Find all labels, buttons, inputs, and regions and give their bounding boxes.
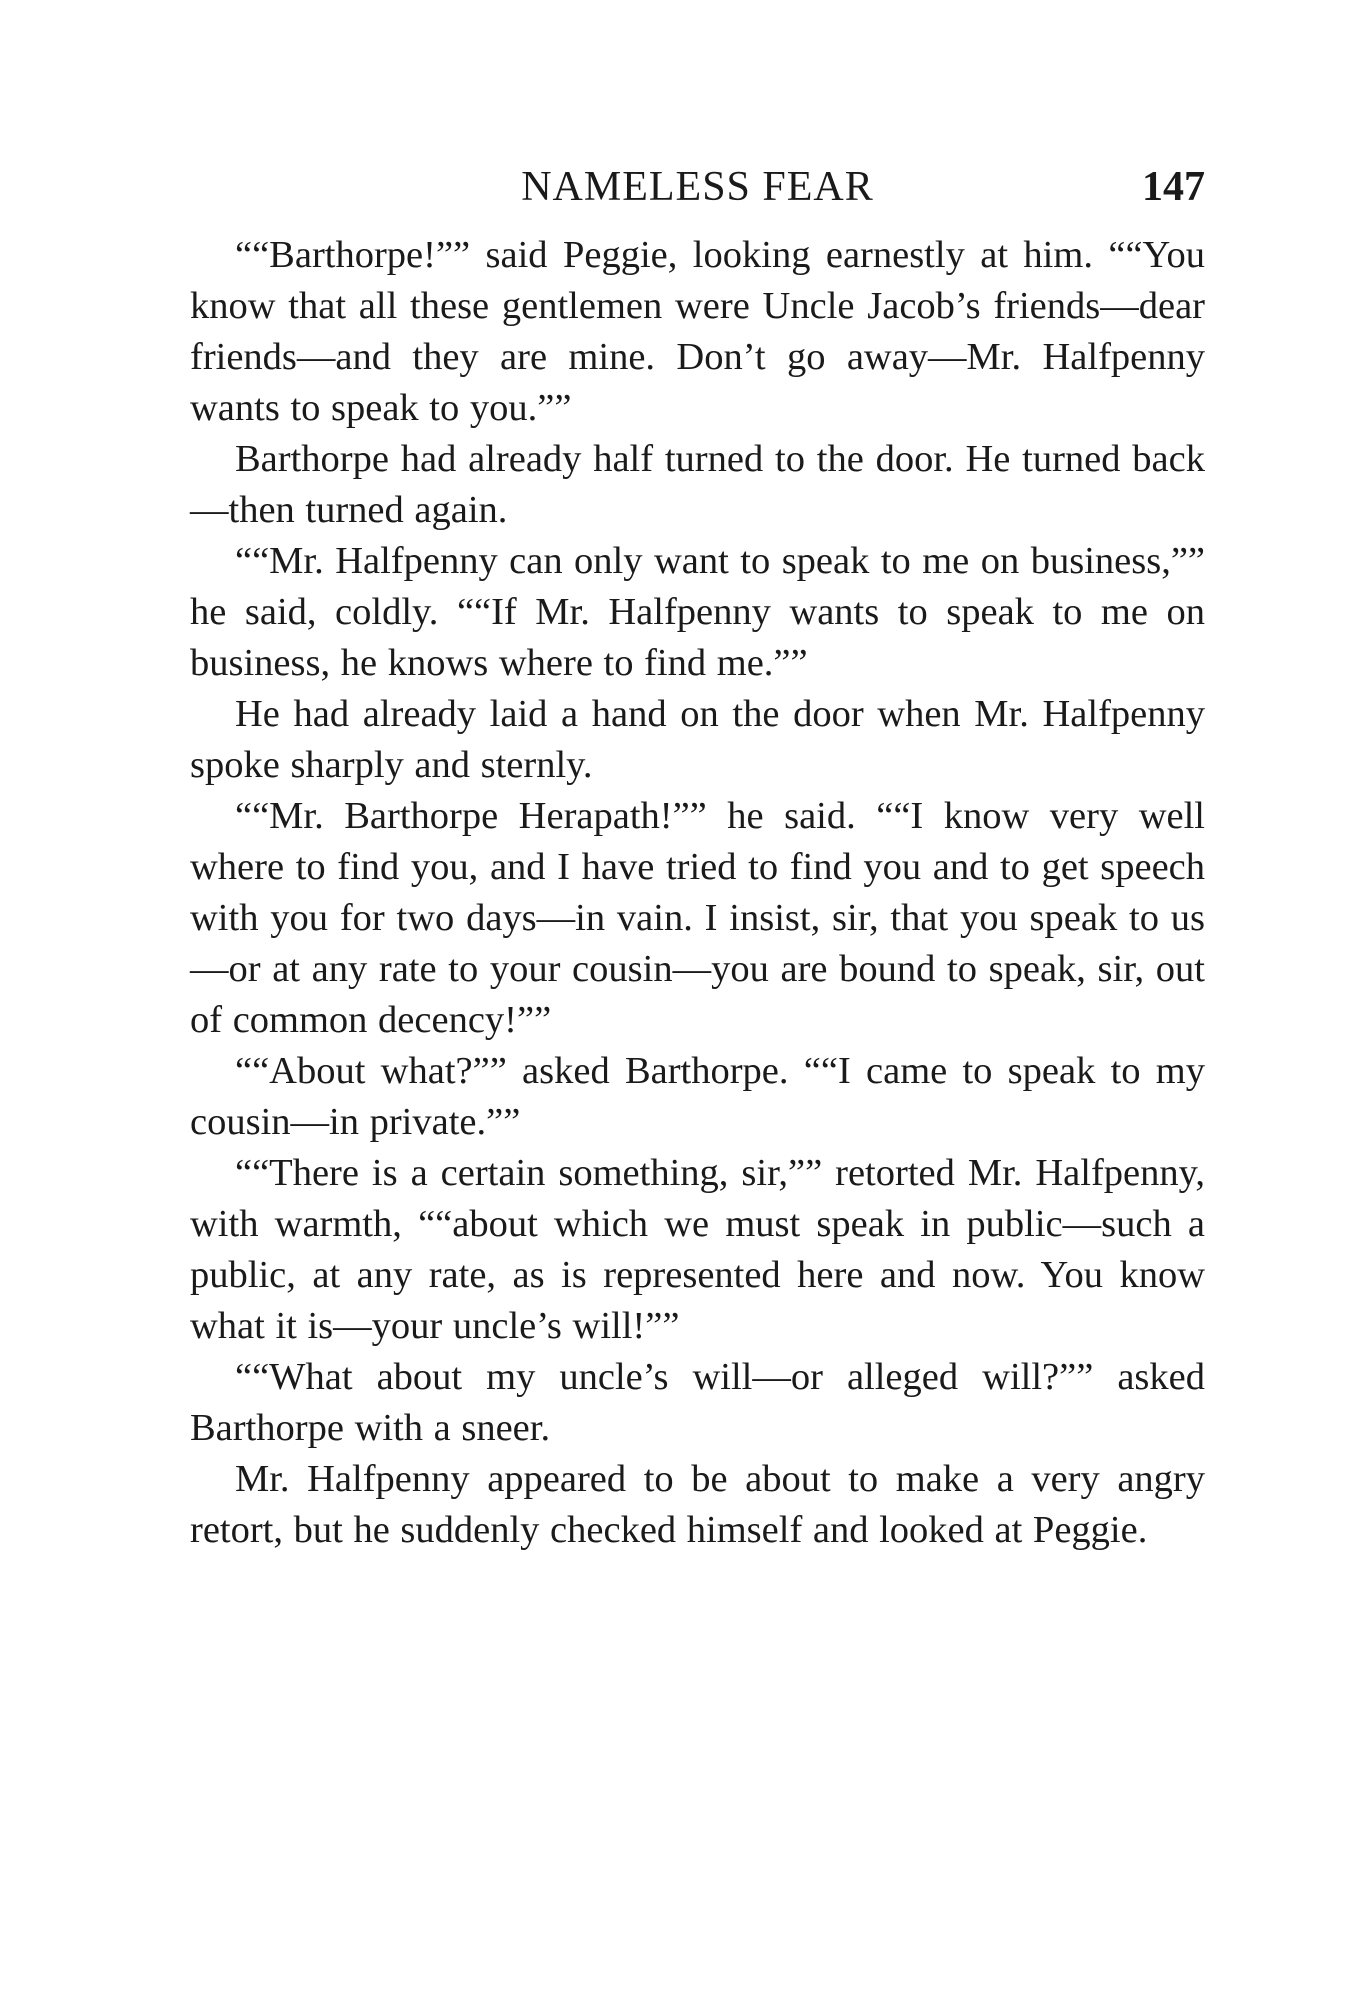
paragraph: ““Mr. Halfpenny can only want to speak to me on business,”” he said, coldly. ““If Mr. Halfpenny wants to speak to me on business, he knows where to find me.”” — [190, 540, 1205, 684]
running-head: NAMELESS FEAR — [521, 164, 874, 210]
paragraph: ““Mr. Barthorpe Herapath!”” he said. ““I know very well where to find you, and I have tried to find you and to get speech with you for two days—in vain. I insist, sir, that you speak to us—or at any rate to your cousin—you are bound to speak, sir, out of common decency!”” — [190, 795, 1205, 1041]
paragraph: ““Barthorpe!”” said Peggie, looking earnestly at him. ““You know that all these gentlemen were Uncle Jacob’s friends—dear friends—and they are mine. Don’t go away—Mr. Halfpenny wants to speak to you.”” — [190, 234, 1205, 429]
page-header — [190, 163, 1205, 219]
body-text — [190, 230, 1205, 1556]
paragraph: Mr. Halfpenny appeared to be about to make a very angry retort, but he suddenly checked himself and looked at Peggie. — [190, 1458, 1205, 1551]
paragraph: Barthorpe had already half turned to the door. He turned back—then turned again. — [190, 438, 1205, 531]
paragraph: ““There is a certain something, sir,”” retorted Mr. Halfpenny, with warmth, ““about which we must speak in public—such a public, at any rate, as is represented here and now. You know what it is—your uncle’s will!”” — [190, 1152, 1205, 1347]
paragraph: ““What about my uncle’s will—or alleged will?”” asked Barthorpe with a sneer. — [190, 1356, 1205, 1449]
paragraph: He had already laid a hand on the door when Mr. Halfpenny spoke sharply and sternly. — [190, 693, 1205, 786]
page-number: 147 — [1142, 164, 1205, 210]
paragraph: ““About what?”” asked Barthorpe. ““I came to speak to my cousin—in private.”” — [190, 1050, 1205, 1143]
